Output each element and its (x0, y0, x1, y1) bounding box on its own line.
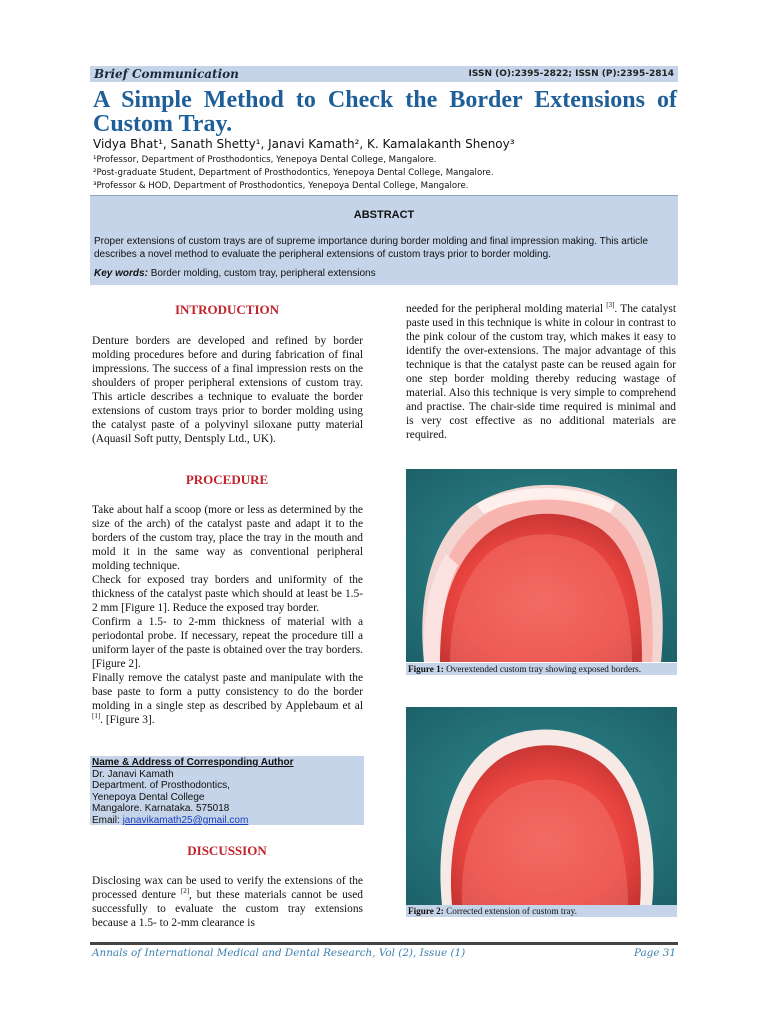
discussion-text: Disclosing wax can be used to verify the extensions of the processed denture [2], but these materials cannot be used successfully to evaluate the custom tray extensions because a 1.5- to 2-mm clearance is (92, 875, 363, 929)
email-line: Email: janavikamath25@gmail.com (92, 814, 249, 826)
figure-1-image (406, 469, 677, 662)
procedure-heading: PROCEDURE (185, 472, 269, 487)
introduction-heading: INTRODUCTION (174, 302, 279, 317)
figure-2-caption: Figure 2: Corrected extension of custom tray. (406, 905, 677, 917)
citation-ref: [1] (92, 712, 101, 721)
discussion-heading: DISCUSSION (187, 843, 267, 858)
corresponding-line: Department. of Prosthodontics, (92, 780, 230, 792)
corresponding-heading: Name & Address of Corresponding Author (92, 757, 294, 768)
citation-ref: [3] (606, 301, 615, 310)
procedure-paragraph-3: Confirm a 1.5- to 2-mm thickness of material with a periodontal probe. If necessary, repeat the procedure till a uniform layer of the paste is obtained over the tray borders. [Figure 2]. (92, 616, 363, 670)
issn-text: ISSN (O):2395-2822; ISSN (P):2395-2814 (468, 69, 674, 79)
footer-rule (90, 942, 678, 945)
abstract-text: Proper extensions of custom trays are of supreme importance during border molding and final impression making. This article describes a novel method to evaluate the peripheral extensions of custom trays prior to border molding. (94, 236, 648, 260)
corresponding-line: Dr. Janavi Kamath (92, 768, 174, 780)
article-title: A Simple Method to Check the Border Extensions of Custom Tray. (93, 87, 677, 137)
page-footer (92, 947, 676, 959)
keywords (94, 268, 376, 279)
page-number: Page 31 (633, 947, 676, 959)
affiliation-3: ³Professor & HOD, Department of Prosthodontics, Yenepoya Dental College, Mangalore. (93, 181, 469, 191)
keywords-text: Border molding, custom tray, peripheral extensions (150, 268, 376, 279)
email-link[interactable]: janavikamath25@gmail.com (122, 814, 249, 826)
citation-ref: [2] (180, 887, 190, 896)
corresponding-line: Yenepoya Dental College (92, 791, 205, 803)
tray-photo-2 (406, 707, 677, 905)
affiliation-2: ²Post-graduate Student, Department of Prosthodontics, Yenepoya Dental College, Mangalore. (93, 168, 494, 178)
journal-name: Annals of International Medical and Dental Research, Vol (2), Issue (1) (92, 947, 466, 959)
author-list: Vidya Bhat¹, Sanath Shetty¹, Janavi Kamath², K. Kamalakanth Shenoy³ (93, 137, 515, 151)
procedure-paragraph-1: Take about half a scoop (more or less as determined by the size of the arch) of the catalyst paste and adapt it to the borders of the custom tray, place the tray in the mouth and mold it in the same way as conventional peripheral molding technique. (92, 504, 363, 572)
procedure-paragraph-2: Check for exposed tray borders and uniformity of the thickness of the catalyst paste which should at least be 1.5-2 mm [Figure 1]. Reduce the exposed tray border. (92, 574, 363, 614)
corresponding-author-box (90, 756, 364, 825)
article-category: Brief Communication (94, 67, 239, 81)
figure-1-caption: Figure 1: Overextended custom tray showing exposed borders. (406, 663, 677, 675)
abstract-heading: ABSTRACT (353, 209, 415, 221)
right-column-text: needed for the peripheral molding material [3]. The catalyst paste used in this technique is white in colour in contrast to the pink colour of the custom tray, which makes it easy to identify the over-extensions. The major advantage of this technique is that the catalyst paste can be reused again for one step border molding thereby reducing wastage of material. Also this technique is very simple to comprehend and practise. The chair-side time required is minimal and is very cost effective as no additional materials are required. (406, 301, 676, 441)
procedure-text (92, 503, 363, 727)
running-header (90, 66, 678, 82)
figure-2-image (406, 707, 677, 905)
corresponding-line: Mangalore. Karnataka. 575018 (92, 803, 230, 815)
procedure-paragraph-4: Finally remove the catalyst paste and manipulate with the base paste to form a putty consistency to do the border molding in a single step as described by Applebaum et al [1]. [Figure 3]. (92, 672, 363, 726)
abstract-box (90, 195, 678, 285)
keywords-label: Key words: (94, 268, 148, 279)
introduction-text: Denture borders are developed and refined by border molding procedures before and during fabrication of final impressions. The success of a final impression rests on the shoulders of proper peripheral extensions of custom tray. This article describes a technique to evaluate the border extensions of custom trays prior to border molding using the catalyst paste of a polyvinyl siloxane putty material (Aquasil Soft putty, Dentsply Ltd., UK). (92, 335, 363, 445)
tray-photo-1 (406, 469, 677, 662)
affiliation-1: ¹Professor, Department of Prosthodontics, Yenepoya Dental College, Mangalore. (93, 155, 437, 165)
